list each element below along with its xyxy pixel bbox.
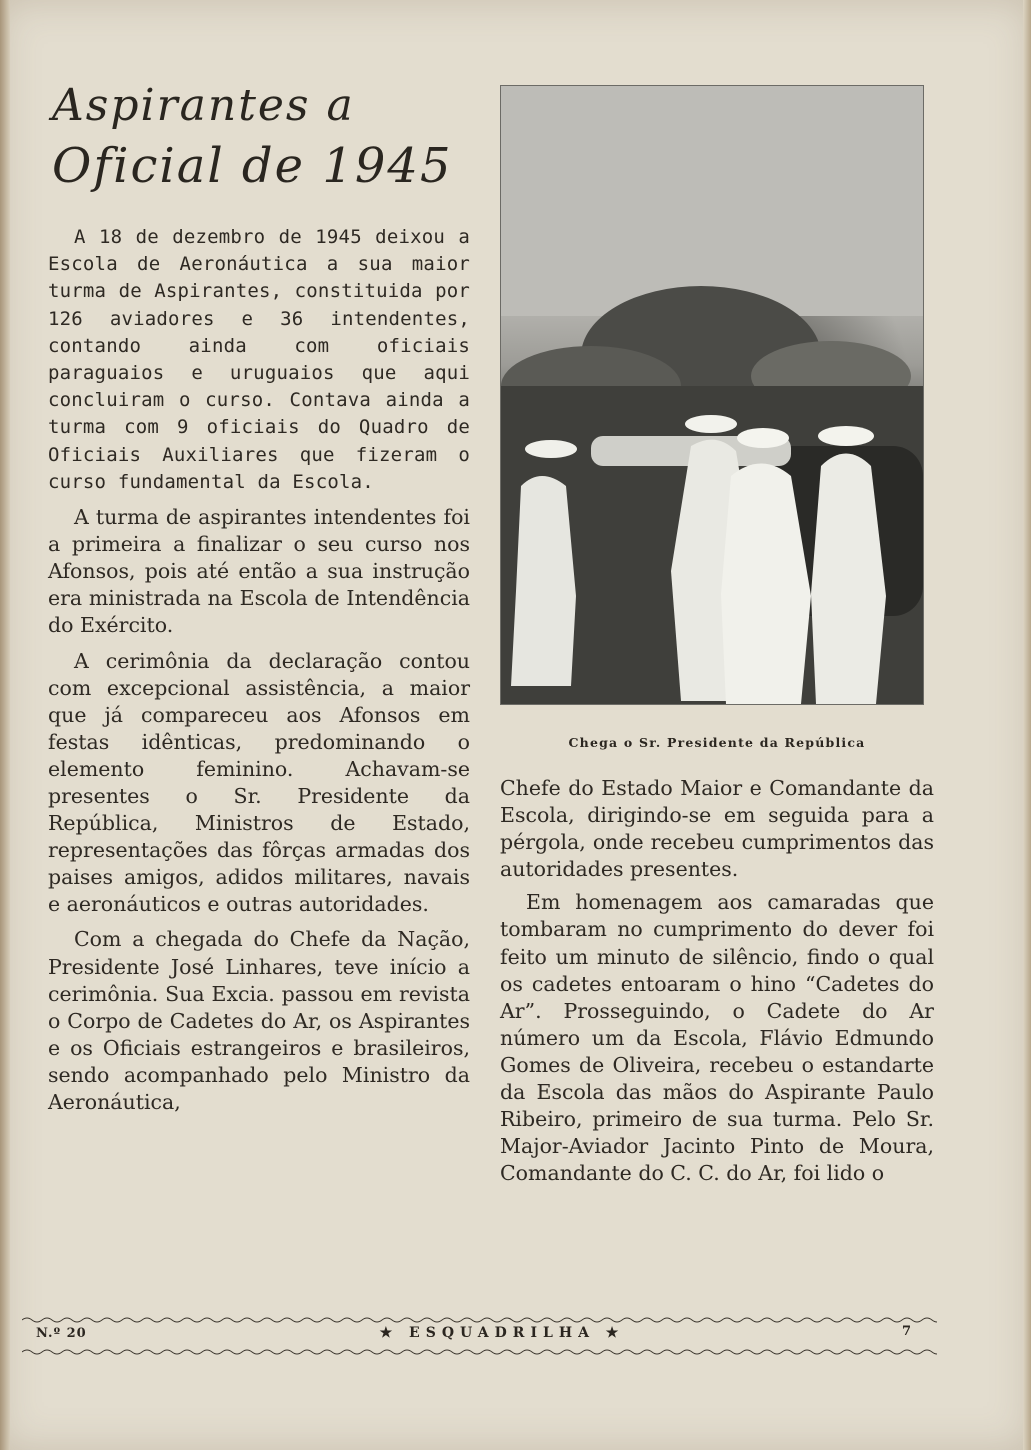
paragraph: Chefe do Estado Maior e Comandante da Escola, dirigindo-se em seguida para a pérgola, onde recebeu cumprimentos das autoridades presentes. [500, 776, 934, 882]
wave-rule-bottom [22, 1348, 937, 1356]
ceremony-photo [500, 85, 924, 705]
right-column [500, 775, 934, 1193]
paragraph: Com a chegada do Chefe da Nação, Presidente José Linhares, teve início a cerimônia. Sua Excia. passou em revista o Corpo de Cadetes do Ar, os Aspirantes e os Oficiais estrangeiros e brasileiros, sendo acompanhado pelo Ministro da Aeronáutica, [48, 927, 470, 1114]
paragraph: Em homenagem aos camaradas que tombaram no cumprimento do dever foi feito um minuto de silêncio, findo o qual os cadetes entoaram o hino “Cadetes do Ar”. Prosseguindo, o Cadete do Ar número um da Escola, Flávio Edmundo Gomes de Oliveira, recebeu o estandarte da Escola das mãos do Aspirante Paulo Ribeiro, primeiro de sua turma. Pelo Sr. Major-Aviador Jacinto Pinto de Moura, Comandante do C. C. do Ar, foi lido o [500, 890, 934, 1186]
page-number: 7 [902, 1324, 912, 1339]
magazine-name: ★ ESQUADRILHA ★ [379, 1325, 625, 1341]
paragraph: A turma de aspirantes intendentes foi a primeira a finalizar o seu curso nos Afonsos, pois até então a sua instrução era ministrada na Escola de Intendência do Exército. [48, 505, 470, 638]
title-line-2: Oficial de 1945 [52, 138, 453, 194]
left-column [48, 224, 470, 1124]
page-footer [22, 1316, 937, 1356]
photo-illustration [501, 86, 923, 704]
page-edge-right [1023, 0, 1031, 1450]
issue-number: N.º 20 [36, 1326, 87, 1341]
photo-caption: Chega o Sr. Presidente da República [568, 735, 866, 750]
title-line-1: Aspirantes a [52, 80, 355, 131]
wave-rule-top [22, 1316, 937, 1324]
article-title [52, 78, 492, 196]
paragraph: A cerimônia da declaração contou com excepcional assistência, a maior que já compareceu aos Afonsos em festas idênticas, predominando o elemento feminino. Achavam-se presentes o Sr. Presidente da República, Ministros de Estado, representações das fôrças armadas dos paises amigos, adidos militares, navais e aeronáuticos e outras autoridades. [48, 648, 470, 917]
paragraph: A 18 de dezembro de 1945 deixou a Escola de Aeronáutica a sua maior turma de Aspirantes, constituida por 126 aviadores e 36 intendentes, contando ainda com oficiais paraguaios e uruguaios que aqui concluiram o curso. Contava ainda a turma com 9 oficiais do Quadro de Oficiais Auxiliares que fizeram o curso fundamental da Escola. [48, 226, 470, 493]
page-edge-left [0, 0, 10, 1450]
